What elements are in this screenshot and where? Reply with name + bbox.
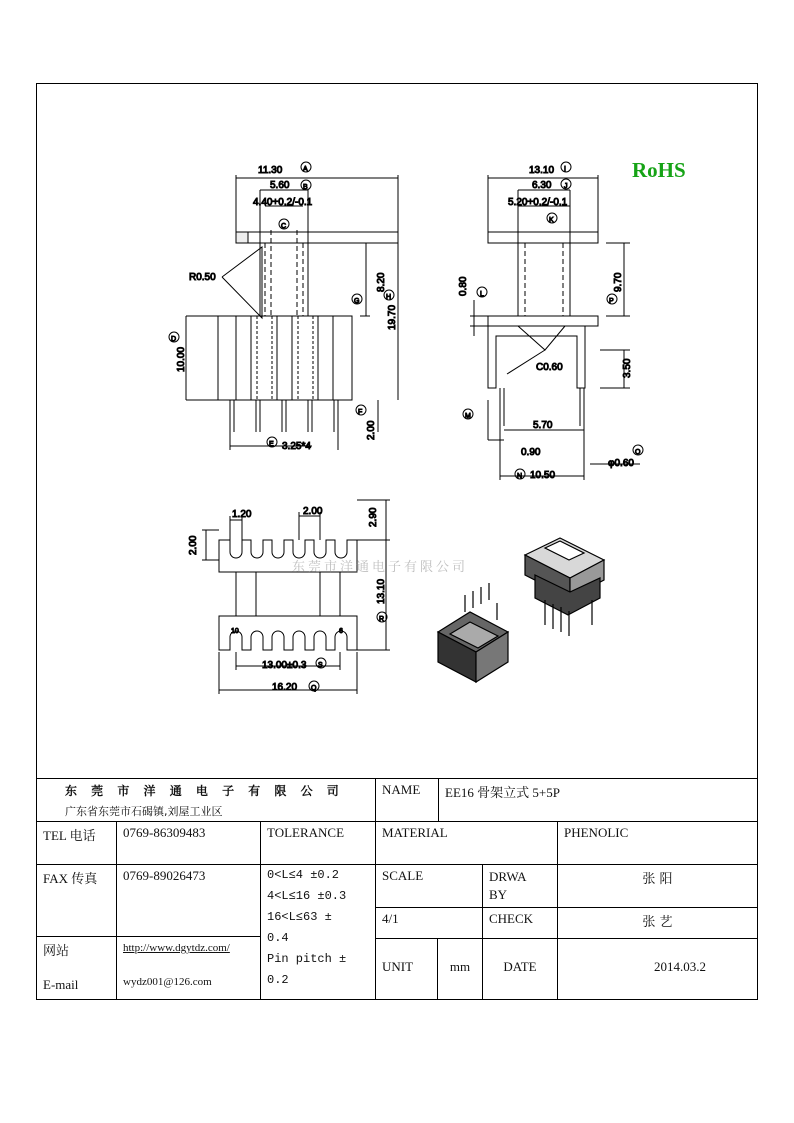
name-label: NAME: [375, 778, 438, 821]
marker-q: Q: [311, 685, 317, 692]
front-pin-length-label: 2.00: [366, 420, 377, 440]
marker-c: C: [281, 223, 287, 230]
material-value: PHENOLIC: [557, 821, 758, 864]
marker-d: D: [171, 336, 177, 343]
rohs-mark: RoHS: [632, 158, 686, 182]
web-email-value-cell: [116, 936, 260, 1000]
side-pin-diameter-label: φ0.60: [608, 458, 634, 469]
bottom-pin-label-right: 6: [339, 628, 343, 635]
front-base-height-label: 10.00: [176, 346, 187, 372]
tolerance-line-2: 4<L≤16 ±0.3: [267, 889, 347, 903]
marker-b: B: [303, 184, 308, 191]
unit-label: UNIT: [375, 938, 437, 1000]
bottom-depth-label: 13.10: [376, 578, 387, 604]
scale-label: SCALE: [375, 864, 482, 907]
web-email-label-cell: [36, 936, 116, 1000]
bottom-view: [188, 500, 390, 694]
email-label: E-mail: [43, 977, 79, 992]
front-flange-height-label: 8.20: [376, 272, 387, 292]
marker-a: A: [303, 166, 308, 173]
marker-j: J: [564, 183, 568, 190]
marker-h: H: [386, 294, 392, 301]
unit-value: mm: [437, 938, 482, 1000]
tolerance-line-3: 16<L≤63 ±: [267, 910, 332, 924]
date-label: DATE: [482, 938, 557, 1000]
marker-m: M: [465, 413, 471, 420]
tolerance-values: [260, 864, 375, 1000]
side-pin-offset-label: 0.90: [521, 447, 541, 458]
side-core-width-label: 5.20+0.2/-0.1: [508, 197, 568, 208]
marker-e: E: [269, 441, 274, 448]
front-total-height-label: 19.70: [387, 304, 398, 330]
bottom-left-height-label: 2.00: [188, 535, 199, 555]
marker-k: K: [549, 217, 554, 224]
front-mid-width-label: 5.60: [270, 180, 290, 191]
website-link[interactable]: http://www.dgytdz.com/: [123, 942, 230, 954]
check-label: CHECK: [482, 907, 557, 938]
fax-label: FAX 传真: [36, 864, 116, 936]
email-value: wydz001@126.com: [123, 976, 212, 988]
side-top-thickness-label: 0.80: [458, 276, 469, 296]
front-overall-width-label: 11.30: [258, 165, 283, 176]
name-value: EE16 骨架立式 5+5P: [438, 778, 758, 821]
marker-s: S: [318, 662, 323, 669]
side-overall-width-label: 13.10: [529, 165, 555, 176]
marker-f: F: [358, 409, 363, 416]
front-radius-label: R0.50: [189, 272, 216, 283]
marker-l: L: [480, 291, 484, 298]
company-address: 广东省东莞市石碣镇,刘屋工业区: [65, 805, 223, 818]
isometric-view-right: [525, 538, 604, 636]
tolerance-label: TOLERANCE: [260, 821, 375, 864]
drawn-by-label: [482, 864, 557, 907]
side-pin-gap-label: 5.70: [533, 420, 553, 431]
side-pin-height-label: 3.50: [622, 358, 633, 378]
tolerance-line-4: 0.4: [267, 931, 289, 945]
front-view: [169, 162, 398, 452]
tel-label: TEL 电话: [36, 821, 116, 864]
material-label: MATERIAL: [375, 821, 557, 864]
isometric-view-left: [438, 583, 508, 682]
check-value: 张 艺: [557, 907, 758, 938]
scale-value: 4/1: [375, 907, 482, 938]
drawn-by-label-line1: DRWA: [489, 869, 527, 884]
company-cell: [36, 778, 375, 821]
bottom-pin-row-span-label: 13.00±0.3: [262, 660, 307, 671]
marker-r: R: [379, 616, 385, 623]
date-value: 2014.03.2: [557, 938, 758, 1000]
side-view: [458, 162, 643, 481]
bottom-slot-width-label: 1.20: [232, 509, 252, 520]
tolerance-line-1: 0<L≤4 ±0.2: [267, 868, 340, 882]
marker-o: O: [635, 449, 641, 456]
title-block: [36, 778, 758, 1000]
marker-n: N: [517, 473, 523, 480]
tolerance-line-5: Pin pitch ±: [267, 952, 347, 966]
marker-g: G: [354, 298, 360, 305]
side-mid-width-label: 6.30: [532, 180, 552, 191]
side-height-label: 9.70: [613, 272, 624, 292]
marker-i: I: [564, 166, 566, 173]
bottom-top-offset-label: 2.90: [368, 507, 379, 527]
tel-value: 0769-86309483: [116, 821, 260, 864]
watermark: 东莞市洋通电子有限公司: [292, 560, 469, 575]
marker-p: P: [609, 298, 614, 305]
front-core-width-label: 4.40+0.2/-0.1: [253, 197, 313, 208]
side-pin-span-label: 10.50: [530, 470, 556, 481]
tolerance-line-6: 0.2: [267, 973, 289, 987]
company-name: 东 莞 市 洋 通 电 子 有 限 公 司: [65, 784, 344, 798]
bottom-overall-width-label: 16.20: [272, 682, 298, 693]
front-pin-pitch-label: 3.25*4: [282, 441, 311, 452]
side-chamfer-label: C0.60: [536, 362, 563, 373]
drawn-by-value: 张 阳: [557, 864, 758, 907]
bottom-slot-pitch-label: 2.00: [303, 506, 323, 517]
drawn-by-label-line2: BY: [489, 887, 508, 902]
fax-value: 0769-89026473: [116, 864, 260, 936]
bottom-pin-label-left: 10: [231, 628, 239, 635]
web-label: 网站: [43, 943, 70, 958]
